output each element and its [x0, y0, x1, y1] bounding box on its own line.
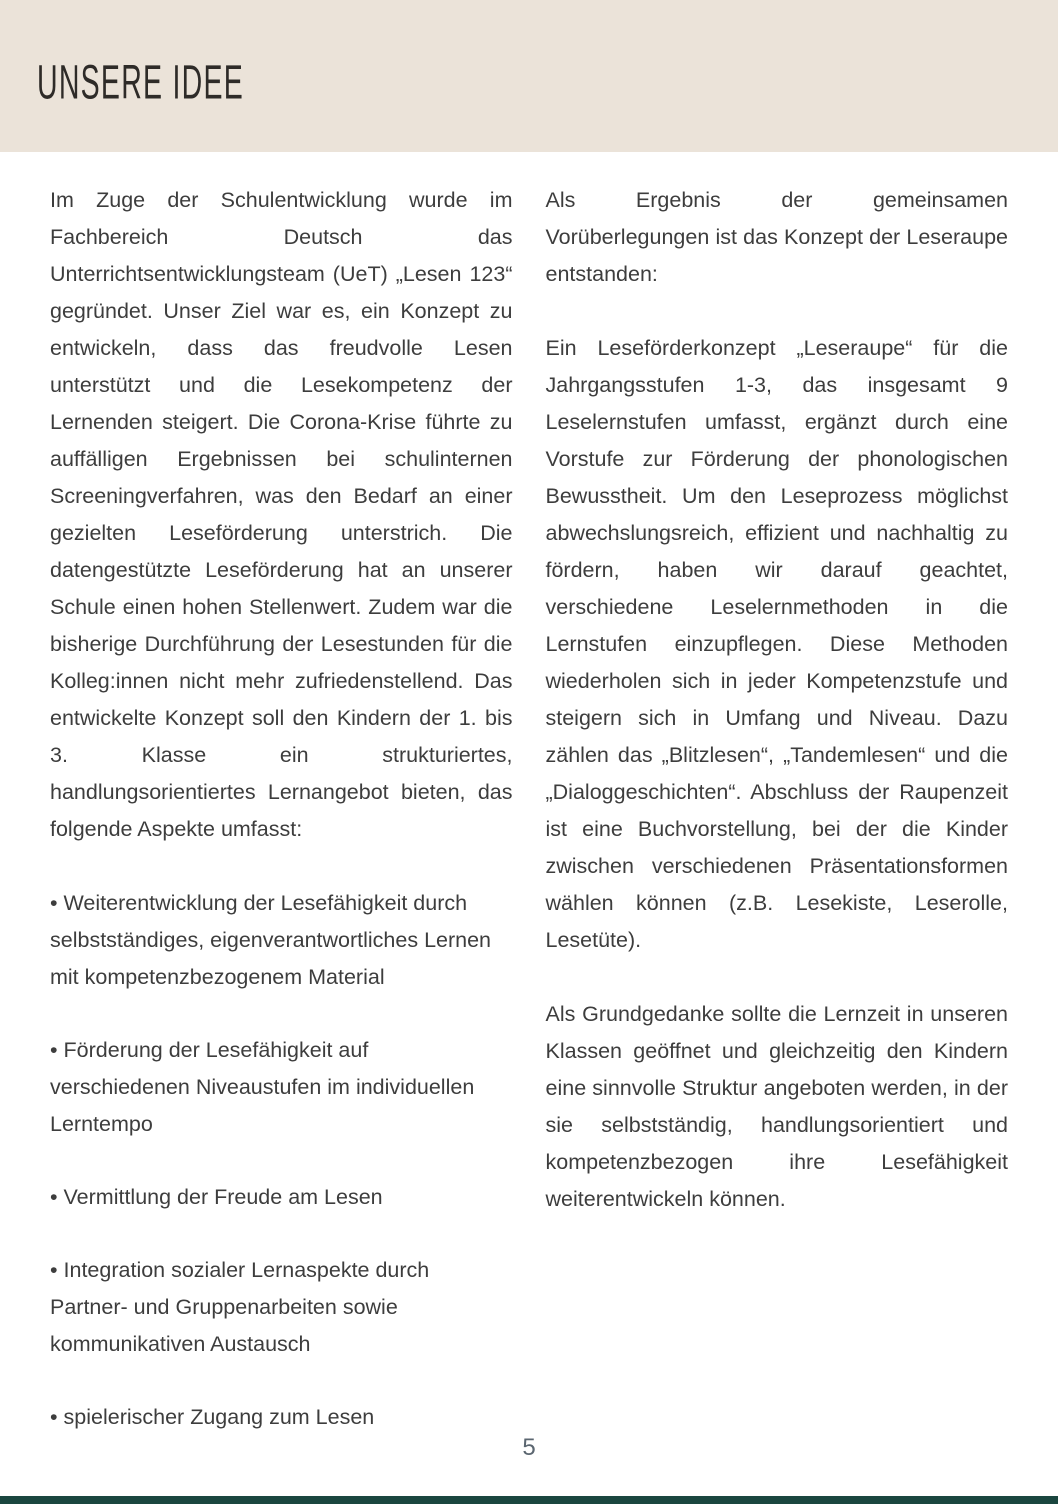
page-number: 5 — [522, 1434, 536, 1461]
list-item-text: Vermittlung der Freude am Lesen — [63, 1185, 383, 1209]
list-item — [50, 1252, 513, 1363]
result-paragraph: Als Ergebnis der gemeinsamen Vorüberlegungen ist das Konzept der Leseraupe entstanden: — [545, 188, 1008, 286]
bullet-marker: • — [50, 1185, 58, 1209]
list-item-text: spielerischer Zugang zum Lesen — [63, 1405, 375, 1429]
aspect-list — [50, 885, 513, 1436]
list-item-text: Förderung der Lesefähigkeit auf verschiedenen Niveaustufen im individuellen Lerntempo — [50, 1038, 475, 1136]
page-title: UNSERE IDEE — [37, 55, 244, 110]
list-item-text: Weiterentwicklung der Lesefähigkeit durch selbstständiges, eigenverantwortliches Lernen mit kompetenzbezogenem Material — [50, 891, 492, 989]
bullet-marker: • — [50, 1405, 58, 1429]
core-idea-paragraph: Als Grundgedanke sollte die Lernzeit in unseren Klassen geöffnet und gleichzeitig den Kindern eine sinnvolle Struktur angeboten werden, in der sie selbstständig, handlungsorientiert und kompetenzbezogen ihre Lesefähigkeit weiterentwickeln können. — [545, 1002, 1008, 1211]
bullet-marker: • — [50, 891, 58, 915]
list-item — [50, 1032, 513, 1143]
list-item — [50, 1179, 513, 1216]
list-item — [50, 885, 513, 996]
list-item-text: Integration sozialer Lernaspekte durch Partner- und Gruppenarbeiten sowie kommunikativen Austausch — [50, 1258, 430, 1356]
content-area — [50, 182, 1008, 1472]
footer-bar — [0, 1496, 1058, 1504]
intro-paragraph: Im Zuge der Schulentwicklung wurde im Fachbereich Deutsch das Unterrichtsentwicklungsteam (UeT) „Lesen 123“ gegründet. Unser Ziel war es, ein Konzept zu entwickeln, dass das freudvolle Lesen unterstützt und die Lesekompetenz der Lernenden steigert. Die Corona-Krise führte zu auffälligen Ergebnissen bei schulinternen Screeningverfahren, was den Bedarf an einer gezielten Leseförderung unterstrich. Die datengestützte Leseförderung hat an unserer Schule einen hohen Stellenwert. Zudem war die bisherige Durchführung der Lesestunden für die Kolleg:innen nicht mehr zufriedenstellend. Das entwickelte Konzept soll den Kindern der 1. bis 3. Klasse ein strukturiertes, handlungsorientiertes Lernangebot bieten, das folgende Aspekte umfasst: — [50, 188, 513, 841]
bullet-marker: • — [50, 1258, 58, 1282]
header-band — [0, 0, 1058, 152]
right-column — [546, 182, 1009, 1472]
concept-paragraph: Ein Leseförderkonzept „Leseraupe“ für die Jahrgangsstufen 1-3, das insgesamt 9 Leselernstufen umfasst, ergänzt durch eine Vorstufe zur Förderung der phonologischen Bewusstheit. Um den Leseprozess möglichst abwechslungsreich, effizient und nachhaltig zu fördern, haben wir darauf geachtet, verschiedene Leselernmethoden in die Lernstufen einzupflegen. Diese Methoden wiederholen sich in jeder Kompetenzstufe und steigern sich in Umfang und Niveau. Dazu zählen das „Blitzlesen“, „Tandemlesen“ und die „Dialoggeschichten“. Abschluss der Raupenzeit ist eine Buchvorstellung, bei der die Kinder zwischen verschiedenen Präsentationsformen wählen können (z.B. Lesekiste, Leserolle, Lesetüte). — [545, 336, 1008, 952]
left-column — [50, 182, 513, 1472]
list-item — [50, 1399, 513, 1436]
bullet-marker: • — [50, 1038, 58, 1062]
